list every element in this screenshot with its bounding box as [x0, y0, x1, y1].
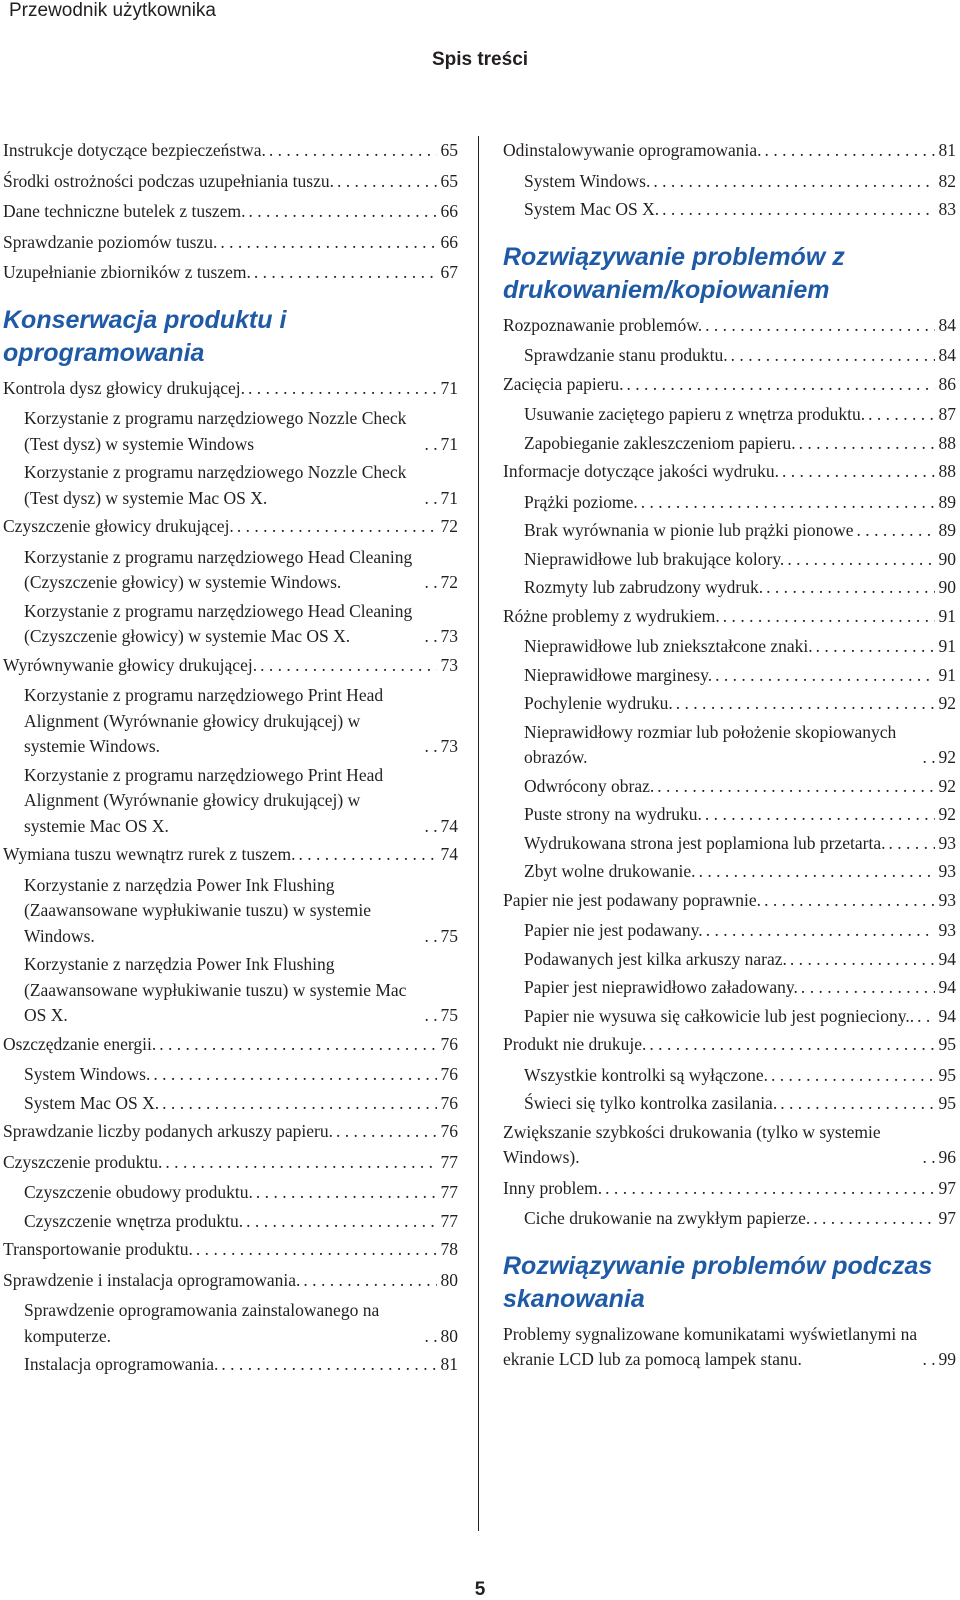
dot-leader [334, 169, 437, 195]
toc-entry-title: Wymiana tuszu wewnątrz rurek z tuszem. [3, 844, 296, 864]
toc-section-heading: Konserwacja produktu i oprogramowania [3, 305, 287, 367]
toc-subentry[interactable] [503, 197, 956, 223]
toc-page-number: 76 [440, 1033, 458, 1054]
toc-page-number: 91 [938, 605, 956, 626]
dot-leader [768, 1063, 935, 1089]
toc-subentry[interactable] [503, 1004, 956, 1030]
toc-entry-title: Sprawdzanie poziomów tuszu. [3, 231, 218, 252]
dot-leader [784, 547, 934, 573]
dot-leader [602, 1176, 934, 1202]
toc-entry-title: Różne problemy z wydrukiem. [503, 605, 720, 626]
toc-entry-title: Czyszczenie wnętrza produktu. [24, 1210, 244, 1231]
toc-subentry[interactable] [503, 720, 956, 771]
toc-page-number: 95 [938, 1064, 956, 1085]
dot-leader [422, 814, 437, 840]
dot-leader [659, 197, 934, 223]
dot-leader [920, 1347, 935, 1373]
dot-leader [162, 1150, 436, 1176]
toc-entry-title: Kontrola dysz głowicy drukującej. [3, 377, 246, 398]
toc-page-number: 94 [938, 977, 956, 997]
dot-leader [796, 431, 935, 457]
toc-page-number: 99 [938, 1349, 956, 1369]
toc-entry-title: Zwiększanie szybkości drukowania (tylko w systemie Windows). [503, 1121, 881, 1167]
toc-entry-title: Produkt nie drukuje. [503, 1034, 647, 1054]
dot-leader [650, 169, 934, 195]
toc-entry[interactable] [503, 372, 956, 398]
toc-page-number: 72 [440, 572, 458, 592]
toc-entry-title: Wszystkie kontrolki są wyłączone. [524, 1064, 768, 1085]
toc-page-number: 65 [440, 170, 458, 191]
dot-leader [798, 975, 935, 1001]
toc-entry-title: Sprawdzenie oprogramowania zainstalowanego na komputerze. [24, 1300, 380, 1346]
toc-entry-title: Brak wyrównania w pionie lub prążki pionowe [524, 520, 854, 540]
toc-subentry[interactable] [503, 518, 956, 544]
toc-entry[interactable] [3, 1032, 458, 1058]
toc-subentry[interactable] [503, 1091, 956, 1117]
toc-page-number: 91 [938, 664, 956, 685]
toc-entry-title: System Windows. [24, 1064, 151, 1084]
toc-subentry[interactable] [3, 1209, 458, 1235]
toc-entry[interactable] [3, 1119, 458, 1145]
toc-entry[interactable] [503, 1322, 956, 1373]
dot-leader [646, 1032, 934, 1058]
toc-entry-title: Zapobieganie zakleszczeniom papieru. [524, 432, 796, 453]
toc-entry-title: Korzystanie z programu narzędziowego Nozzle Check (Test dysz) w systemie Mac OS X. [24, 462, 407, 508]
toc-page-number: 67 [440, 262, 458, 282]
dot-leader [234, 514, 437, 540]
dot-leader [777, 1091, 934, 1117]
toc-subentry[interactable] [503, 490, 956, 516]
toc-page-number: 89 [938, 491, 956, 512]
toc-entry-title: Dane techniczne butelek z tuszem. [3, 201, 246, 221]
toc-entry-title: Zbyt wolne drukowanie. [524, 861, 696, 881]
toc-entry-title: Nieprawidłowe marginesy. [524, 664, 713, 685]
toc-entry-title: Sprawdzenie i instalacja oprogramowania. [3, 1269, 301, 1290]
dot-leader [422, 624, 437, 650]
toc-page-number: 96 [938, 1147, 956, 1167]
toc-page-number: 95 [938, 1034, 956, 1054]
toc-subentry[interactable] [503, 169, 956, 195]
toc-entry-title: Środki ostrożności podczas uzupełniania tuszu. [3, 170, 334, 191]
toc-page-number: 81 [938, 140, 956, 160]
dot-leader [300, 1268, 436, 1294]
toc-subentry[interactable] [503, 634, 956, 660]
toc-subentry[interactable] [503, 402, 956, 428]
toc-page-number: 72 [440, 516, 458, 536]
toc-page-number: 93 [938, 832, 956, 853]
toc-entry-title: Czyszczenie głowicy drukującej. [3, 516, 234, 536]
toc-subentry[interactable] [503, 1206, 956, 1232]
toc-page-number: 92 [938, 804, 956, 824]
toc-entry-title: Korzystanie z programu narzędziowego Print Head Alignment (Wyrównanie głowicy drukującej) w systemie Mac OS X. [24, 764, 384, 836]
toc-entry-title: Wyrównywanie głowicy drukującej. [3, 654, 258, 675]
toc-entry-title: Inny problem. [503, 1177, 603, 1198]
toc-subentry[interactable] [503, 431, 956, 457]
toc-entry-title: System Mac OS X. [524, 199, 660, 219]
toc-subentry[interactable] [503, 343, 956, 369]
toc-entry[interactable] [3, 199, 458, 225]
toc-subentry[interactable] [503, 947, 956, 973]
dot-leader [813, 634, 935, 660]
toc-entry-title: Usuwanie zaciętego papieru z wnętrza produktu. [524, 404, 866, 424]
toc-page-number: 77 [440, 1210, 458, 1231]
toc-subentry[interactable] [3, 763, 458, 840]
toc-entry-title: Papier jest nieprawidłowo załadowany. [524, 977, 798, 997]
toc-entry[interactable] [3, 230, 458, 256]
dot-leader [702, 802, 935, 828]
toc-entry[interactable] [3, 260, 458, 286]
toc-entry-title: Instalacja oprogramowania. [24, 1354, 219, 1374]
toc-page-number: 93 [938, 920, 956, 940]
toc-title: Spis treści [431, 49, 529, 70]
toc-entry-title: Korzystanie z narzędzia Power Ink Flushing (Zaawansowane wypłukiwanie tuszu) w systemie Mac OS X. [24, 954, 407, 1025]
toc-entry[interactable] [3, 169, 458, 195]
toc-page-number: 76 [440, 1121, 458, 1141]
toc-entry-title: Nieprawidłowe lub brakujące kolory. [524, 548, 785, 569]
toc-page-number: 88 [938, 461, 956, 481]
toc-page-number: 78 [440, 1239, 458, 1259]
dot-leader [243, 1209, 436, 1235]
toc-entry-title: Korzystanie z programu narzędziowego Nozzle Check (Test dysz) w systemie Windows [24, 408, 407, 454]
toc-entry-title: Odinstalowywanie oprogramowania. [503, 140, 762, 160]
toc-entry-title: Zacięcia papieru. [503, 373, 624, 394]
toc-page-number: 97 [938, 1208, 956, 1228]
toc-entry-title: System Windows. [524, 170, 651, 191]
dot-leader [920, 745, 935, 771]
toc-entry-title: Prążki poziome. [524, 491, 638, 512]
toc-page-number: 80 [440, 1325, 458, 1346]
toc-subentry[interactable] [3, 1091, 458, 1117]
dot-leader [218, 1352, 436, 1378]
dot-leader [422, 432, 437, 458]
toc-subentry[interactable] [3, 460, 458, 511]
toc-page-number: 89 [938, 520, 956, 540]
column-divider [478, 136, 479, 1531]
toc-entry[interactable] [503, 459, 956, 485]
page-number: 5 [474, 1579, 486, 1600]
dot-leader [295, 842, 436, 868]
toc-page-number: 81 [440, 1354, 458, 1374]
dot-leader [150, 1062, 436, 1088]
toc-page-number: 80 [440, 1269, 458, 1290]
dot-leader [885, 831, 934, 857]
toc-entry[interactable] [503, 138, 956, 164]
toc-entry[interactable] [503, 1120, 956, 1171]
toc-entry-title: Pochylenie wydruku. [524, 693, 673, 713]
toc-page-number: 73 [440, 736, 458, 756]
toc-entry-title: Papier nie wysuwa się całkowicie lub jest pognieciony.. [524, 1005, 915, 1026]
toc-subentry[interactable] [503, 774, 956, 800]
toc-page-number: 92 [938, 775, 956, 796]
toc-entry[interactable] [503, 1032, 956, 1058]
toc-page-number: 90 [938, 577, 956, 597]
dot-leader [217, 230, 436, 256]
dot-leader [702, 313, 934, 339]
toc-subentry[interactable] [503, 831, 956, 857]
toc-subentry[interactable] [503, 802, 956, 828]
toc-page-number: 95 [938, 1093, 956, 1113]
dot-leader [245, 376, 436, 402]
toc-subentry[interactable] [503, 691, 956, 717]
toc-page-number: 84 [938, 345, 956, 365]
toc-entry[interactable] [3, 1150, 458, 1176]
dot-leader [712, 663, 934, 689]
dot-leader [253, 1180, 437, 1206]
toc-section-heading: Rozwiązywanie problemów podczas skanowania [503, 1251, 933, 1313]
toc-page-number: 73 [440, 626, 458, 646]
toc-entry-title: Puste strony na wydruku. [524, 804, 702, 824]
toc-page-number: 71 [440, 487, 458, 508]
toc-page-number: 91 [938, 636, 956, 656]
toc-entry-title: System Mac OS X. [24, 1092, 160, 1113]
toc-subentry[interactable] [3, 1352, 458, 1378]
toc-subentry[interactable] [503, 575, 956, 601]
toc-subentry[interactable] [503, 663, 956, 689]
toc-entry-title: Korzystanie z programu narzędziowego Print Head Alignment (Wyrównanie głowicy drukującej) w systemie Windows. [24, 685, 384, 756]
dot-leader [251, 260, 437, 286]
toc-page-number: 92 [938, 693, 956, 713]
dot-leader [333, 1119, 437, 1145]
toc-entry-title: Transportowanie produktu. [3, 1239, 193, 1259]
toc-subentry[interactable] [3, 1062, 458, 1088]
toc-page-number: 82 [938, 170, 956, 191]
toc-entry-title: Uzupełnianie zbiorników z tuszem. [3, 262, 251, 282]
toc-column-right [503, 136, 956, 1378]
toc-entry[interactable] [3, 1268, 458, 1294]
toc-page-number: 74 [440, 844, 458, 864]
toc-entry[interactable] [3, 842, 458, 868]
dot-leader [422, 570, 437, 596]
toc-entry[interactable] [3, 376, 458, 402]
dot-leader [193, 1237, 437, 1263]
dot-leader [720, 604, 935, 630]
toc-page-number: 94 [938, 1005, 956, 1026]
toc-entry-title: Papier nie jest podawany poprawnie. [503, 889, 762, 910]
toc-entry-title: Sprawdzanie liczby podanych arkuszy papieru. [3, 1121, 333, 1141]
toc-entry[interactable] [3, 653, 458, 679]
dot-leader [763, 575, 934, 601]
toc-entry-title: Czyszczenie produktu. [3, 1151, 163, 1172]
dot-leader [422, 1324, 437, 1350]
toc-page-number: 93 [938, 889, 956, 910]
dot-leader [696, 859, 935, 885]
toc-entry-title: Sprawdzanie stanu produktu. [524, 345, 728, 365]
toc-subentry[interactable] [3, 952, 458, 1029]
toc-entry-title: Nieprawidłowe lub zniekształcone znaki. [524, 636, 813, 656]
toc-page-number: 76 [440, 1064, 458, 1084]
toc-subentry[interactable] [3, 599, 458, 650]
toc-entry-title: Odwrócony obraz. [524, 775, 655, 796]
dot-leader [787, 947, 935, 973]
toc-column-left [3, 136, 458, 1381]
toc-entry[interactable] [3, 514, 458, 540]
toc-entry-title: Korzystanie z programu narzędziowego Head Cleaning (Czyszczenie głowicy) w systemie Mac OS X. [24, 600, 413, 646]
dot-leader [245, 199, 436, 225]
toc-entry-title: Podawanych jest kilka arkuszy naraz. [524, 948, 787, 969]
toc-page-number: 84 [938, 314, 956, 335]
dot-leader [728, 343, 935, 369]
toc-subentry[interactable] [503, 859, 956, 885]
toc-entry-title: Czyszczenie obudowy produktu. [24, 1182, 253, 1202]
toc-page-number: 86 [938, 373, 956, 394]
toc-entry[interactable] [503, 313, 956, 339]
toc-subentry[interactable] [3, 406, 458, 457]
dot-leader [810, 1206, 934, 1232]
toc-entry-title: Problemy sygnalizowane komunikatami wyświetlanymi na ekranie LCD lub za pomocą lampek stanu. [503, 1323, 918, 1369]
toc-entry[interactable] [3, 1237, 458, 1263]
running-header-title: Przewodnik użytkownika [9, 0, 216, 21]
dot-leader [703, 918, 935, 944]
dot-leader [638, 490, 935, 516]
toc-entry[interactable] [503, 888, 956, 914]
toc-subentry[interactable] [503, 975, 956, 1001]
toc-entry-title: Korzystanie z narzędzia Power Ink Flushing (Zaawansowane wypłukiwanie tuszu) w systemie Windows. [24, 874, 371, 946]
toc-subentry[interactable] [503, 1063, 956, 1089]
toc-subentry[interactable] [3, 545, 458, 596]
dot-leader [762, 138, 935, 164]
toc-entry-title: Korzystanie z programu narzędziowego Head Cleaning (Czyszczenie głowicy) w systemie Windows. [24, 546, 413, 592]
toc-entry-title: Nieprawidłowy rozmiar lub położenie skopiowanych obrazów. [524, 721, 897, 767]
toc-page-number: 66 [440, 201, 458, 221]
toc-entry-title: Informacje dotyczące jakości wydruku. [503, 461, 779, 481]
toc-page-number: 90 [938, 548, 956, 569]
toc-page-number: 71 [440, 433, 458, 454]
toc-entry[interactable] [3, 138, 458, 164]
toc-entry-title: Rozpoznawanie problemów. [503, 314, 703, 335]
toc-entry-title: Świeci się tylko kontrolka zasilania. [524, 1093, 778, 1113]
toc-subentry[interactable] [503, 547, 956, 573]
toc-subentry[interactable] [3, 873, 458, 950]
toc-entry[interactable] [503, 604, 956, 630]
toc-entry-title: Papier nie jest podawany. [524, 920, 703, 940]
toc-page-number: 75 [440, 925, 458, 946]
toc-page-number: 87 [938, 404, 956, 424]
dot-leader [854, 518, 935, 544]
toc-page-number: 88 [938, 432, 956, 453]
toc-subentry[interactable] [3, 683, 458, 760]
dot-leader [422, 924, 437, 950]
toc-entry-title: Oszczędzanie energii. [3, 1033, 157, 1054]
toc-entry-title: Ciche drukowanie na zwykłym papierze. [524, 1208, 811, 1228]
toc-page-number: 93 [938, 861, 956, 881]
dot-leader [623, 372, 934, 398]
dot-leader [257, 653, 436, 679]
dot-leader [654, 774, 934, 800]
toc-page-number: 65 [440, 140, 458, 160]
toc-page-number: 94 [938, 948, 956, 969]
toc-page-number: 71 [440, 377, 458, 398]
dot-leader [865, 402, 934, 428]
dot-leader [266, 138, 437, 164]
toc-subentry[interactable] [3, 1298, 458, 1349]
toc-page-number: 97 [938, 1177, 956, 1198]
toc-page-number: 83 [938, 199, 956, 219]
toc-entry-title: Instrukcje dotyczące bezpieczeństwa. [3, 140, 266, 160]
dot-leader [159, 1091, 436, 1117]
dot-leader [920, 1145, 935, 1171]
dot-leader [779, 459, 935, 485]
dot-leader [673, 691, 935, 717]
dot-leader [422, 734, 437, 760]
dot-leader [422, 1003, 437, 1029]
toc-page-number: 74 [440, 815, 458, 836]
toc-page-number: 77 [440, 1182, 458, 1202]
dot-leader [914, 1004, 934, 1030]
toc-page-number: 75 [440, 1005, 458, 1025]
toc-subentry[interactable] [503, 918, 956, 944]
toc-section-heading: Rozwiązywanie problemów z drukowaniem/kopiowaniem [503, 242, 845, 304]
toc-page-number: 76 [440, 1092, 458, 1113]
toc-subentry[interactable] [3, 1180, 458, 1206]
toc-entry-title: Wydrukowana strona jest poplamiona lub przetarta. [524, 832, 886, 853]
toc-page-number: 77 [440, 1151, 458, 1172]
dot-leader [422, 486, 437, 512]
toc-page-number: 66 [440, 231, 458, 252]
toc-entry[interactable] [503, 1176, 956, 1202]
toc-entry-title: Rozmyty lub zabrudzony wydruk. [524, 577, 764, 597]
dot-leader [761, 888, 934, 914]
toc-page-number: 73 [440, 654, 458, 675]
toc-page-number: 92 [938, 747, 956, 767]
dot-leader [156, 1032, 436, 1058]
